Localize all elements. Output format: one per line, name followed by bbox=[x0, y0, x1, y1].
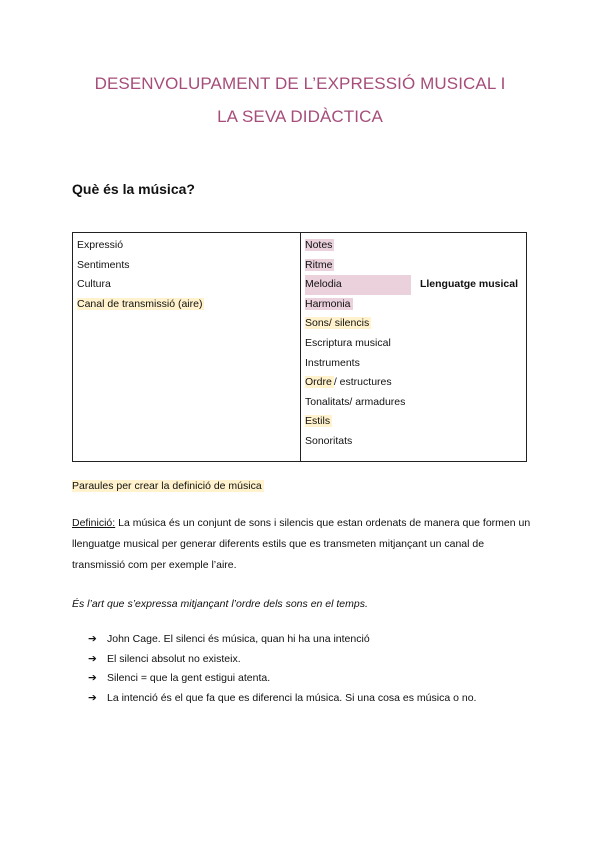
definition-paragraph bbox=[72, 513, 532, 576]
right-item-escriptura: Escriptura musical bbox=[305, 336, 391, 349]
llenguatge-musical-label: Llenguatge musical bbox=[419, 278, 518, 291]
list-item-text: La intenció és el que fa que es diferenci la música. Si una cosa es música o no. bbox=[107, 691, 477, 704]
words-note bbox=[72, 476, 264, 497]
right-item-ritme: Ritme bbox=[305, 258, 333, 271]
list-item bbox=[88, 650, 476, 670]
section-heading: Què és la música? bbox=[72, 181, 195, 197]
right-item-estils: Estils bbox=[305, 415, 331, 428]
concepts-table bbox=[72, 232, 527, 462]
left-item-canal: Canal de transmissió (aire) bbox=[77, 297, 203, 310]
right-item-instruments: Instruments bbox=[305, 356, 360, 369]
left-item-cultura: Cultura bbox=[77, 278, 111, 291]
left-item-sentiments: Sentiments bbox=[77, 258, 130, 271]
document-title-line-2: LA SEVA DIDÀCTICA bbox=[217, 107, 383, 126]
right-item-tonalitats: Tonalitats/ armadures bbox=[305, 395, 406, 408]
list-item bbox=[88, 669, 476, 689]
words-note-text: Paraules per crear la definició de música bbox=[72, 480, 262, 492]
definition-label: Definició: bbox=[72, 517, 116, 529]
music-quote: És l’art que s’expressa mitjançant l’ordre dels sons en el temps. bbox=[72, 598, 368, 610]
list-item-text: El silenci absolut no existeix. bbox=[107, 652, 241, 665]
left-item-expressio: Expressió bbox=[77, 239, 124, 251]
right-item-estructures: / estructures bbox=[333, 376, 392, 389]
right-item-sons: Sons/ silencis bbox=[305, 317, 370, 330]
arrow-icon: ➔ bbox=[88, 691, 97, 704]
arrow-icon: ➔ bbox=[88, 633, 97, 645]
definition-text: La música és un conjunt de sons i silencis que estan ordenats de manera que formen un llenguatge musical per generar diferents estils que es transmeten mitjançant un canal de transmissió com per exemple l’aire. bbox=[72, 517, 531, 571]
notes-list bbox=[88, 630, 476, 708]
right-item-harmonia: Harmonia bbox=[305, 297, 351, 310]
list-item bbox=[88, 630, 476, 650]
document-title-line-1: DESENVOLUPAMENT DE L’EXPRESSIÓ MUSICAL I bbox=[94, 74, 506, 93]
right-item-ordre-row bbox=[305, 373, 522, 393]
list-item bbox=[88, 689, 476, 709]
table-right-cell bbox=[301, 233, 527, 462]
arrow-icon: ➔ bbox=[88, 672, 97, 684]
list-item-text: Silenci = que la gent estigui atenta. bbox=[107, 672, 271, 684]
right-item-notes: Notes bbox=[305, 239, 333, 251]
right-item-sonoritats: Sonoritats bbox=[305, 434, 353, 447]
right-item-ordre: Ordre bbox=[305, 376, 332, 389]
table-left-cell bbox=[73, 233, 301, 462]
list-item-text: John Cage. El silenci és música, quan hi ha una intenció bbox=[107, 633, 370, 645]
arrow-icon: ➔ bbox=[88, 652, 97, 665]
right-item-melodia: Melodia bbox=[305, 275, 411, 295]
